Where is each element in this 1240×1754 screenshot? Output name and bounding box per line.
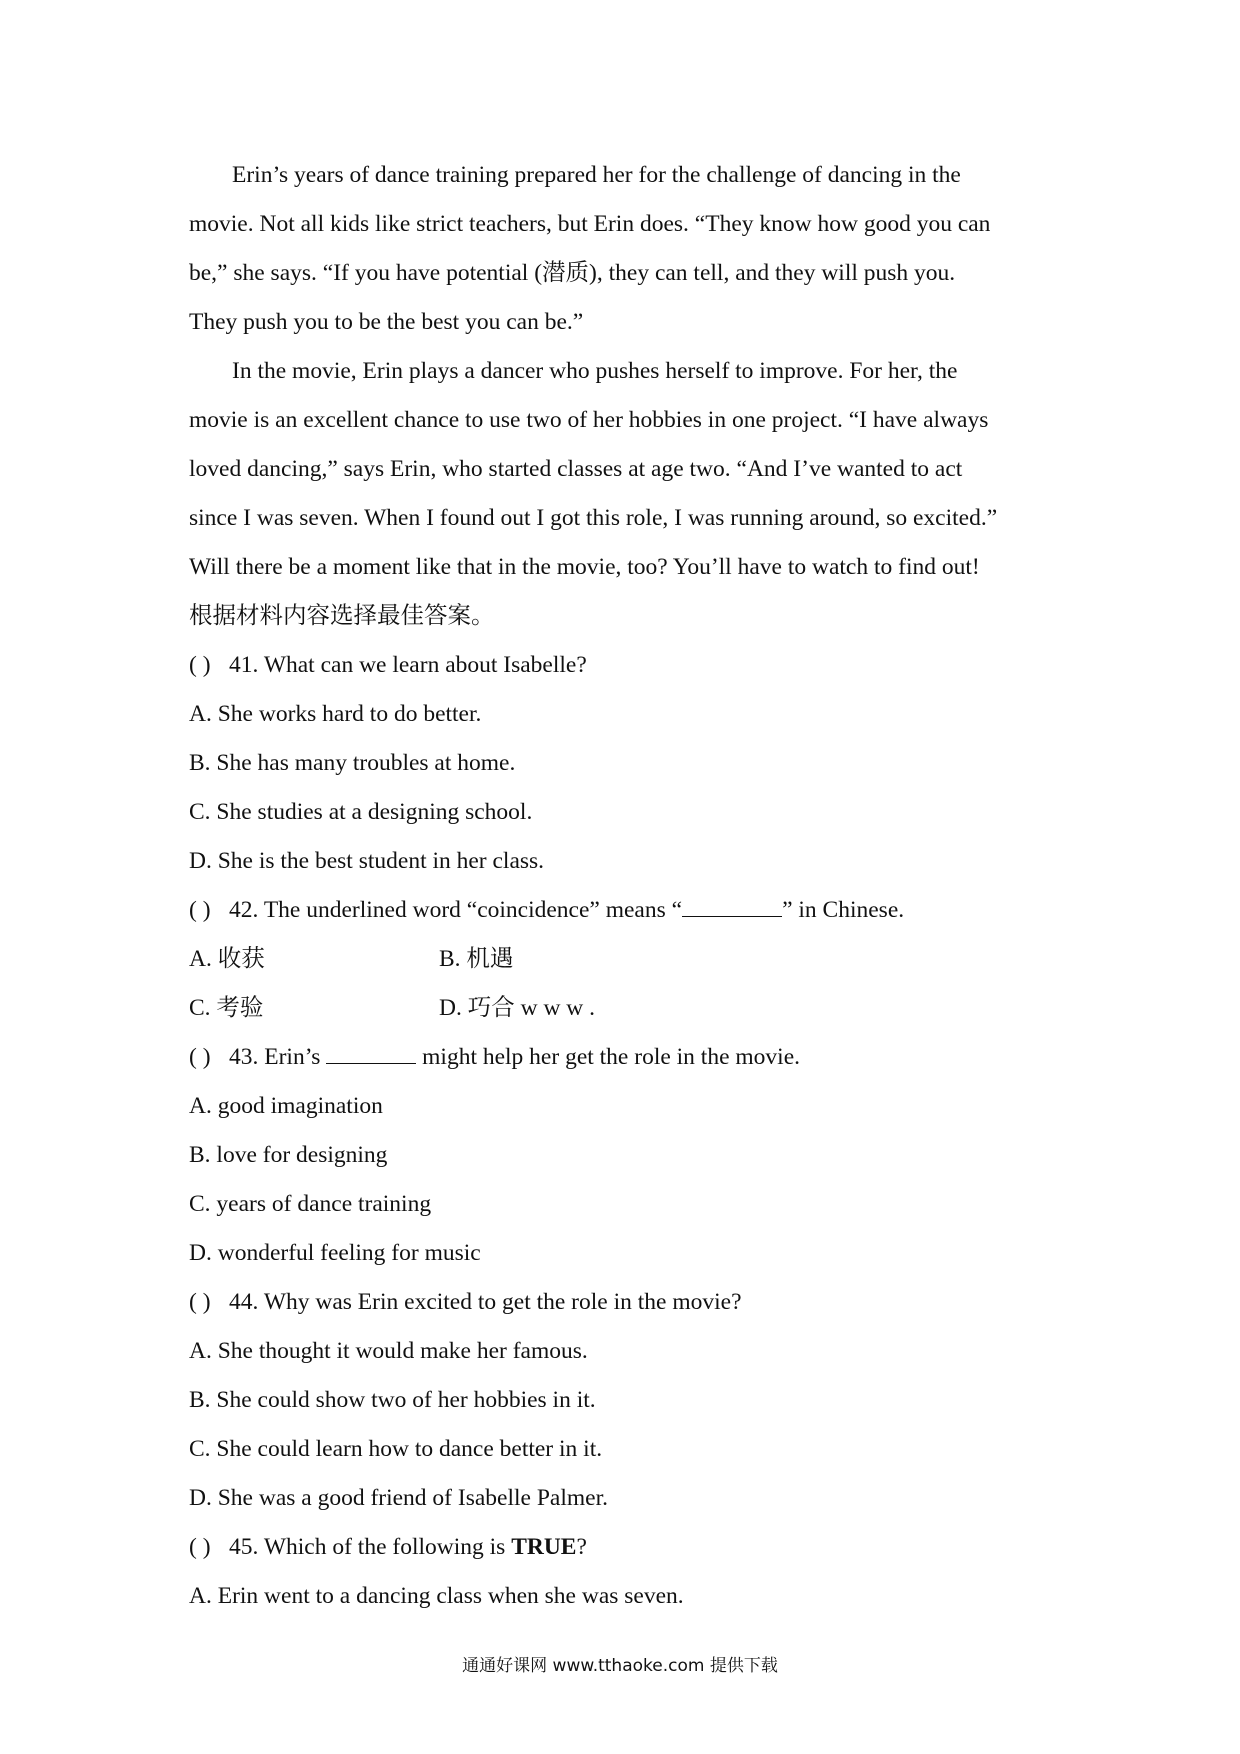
worksheet-content <box>189 151 1069 1621</box>
question-43 <box>189 1033 1069 1082</box>
question-stem-end: ” in Chinese. <box>782 897 905 923</box>
option-b: B. She has many troubles at home. <box>189 750 516 776</box>
passage-line: Will there be a moment like that in the movie, too? You’ll have to watch to find out! <box>189 554 980 580</box>
question-44 <box>189 1278 1069 1327</box>
option-a: A. She thought it would make her famous. <box>189 1338 588 1364</box>
option-a: A. good imagination <box>189 1093 383 1119</box>
answer-bracket[interactable]: ( ) <box>189 1534 211 1560</box>
passage-line: be,” she says. “If you have potential (潜质), they can tell, and they will push you. <box>189 260 956 286</box>
option-b: B. 机遇 <box>439 946 514 972</box>
question-stem: 41. What can we learn about Isabelle? <box>229 652 587 678</box>
answer-blank <box>326 1045 416 1064</box>
answer-blank <box>682 898 782 917</box>
option-c: C. She could learn how to dance better in it. <box>189 1436 603 1462</box>
option-a: A. 收获 <box>189 946 265 972</box>
passage-paragraph-2 <box>189 347 1069 592</box>
passage-paragraph-1 <box>189 151 1069 347</box>
option-d: D. She was a good friend of Isabelle Palmer. <box>189 1485 608 1511</box>
question-stem: 45. Which of the following is <box>229 1534 512 1560</box>
options-grid <box>189 935 1069 1033</box>
option-d: D. 巧合 w w w . <box>439 995 596 1021</box>
page-footer: 通通好课网 www.tthaoke.com 提供下载 <box>462 1656 778 1676</box>
question-stem: 42. The underlined word “coincidence” means “ <box>229 897 683 923</box>
question-stem-end: might help her get the role in the movie. <box>416 1044 800 1070</box>
answer-bracket[interactable]: ( ) <box>189 897 211 923</box>
option-c: C. years of dance training <box>189 1191 432 1217</box>
passage-line: since I was seven. When I found out I got this role, I was running around, so excited.” <box>189 505 998 531</box>
question-stem: 44. Why was Erin excited to get the role in the movie? <box>229 1289 742 1315</box>
option-b: B. love for designing <box>189 1142 388 1168</box>
question-45 <box>189 1523 1069 1572</box>
question-stem-end: ? <box>576 1534 587 1560</box>
option-c: C. 考验 <box>189 995 264 1021</box>
instruction: 根据材料内容选择最佳答案。 <box>189 603 495 629</box>
passage-line: movie. Not all kids like strict teachers, but Erin does. “They know how good you can <box>189 211 991 237</box>
answer-bracket[interactable]: ( ) <box>189 1044 211 1070</box>
option-d: D. wonderful feeling for music <box>189 1240 481 1266</box>
option-c: C. She studies at a designing school. <box>189 799 533 825</box>
question-41 <box>189 641 1069 690</box>
option-a: A. Erin went to a dancing class when she was seven. <box>189 1583 684 1609</box>
emphasis-true: TRUE <box>511 1534 577 1560</box>
option-b: B. She could show two of her hobbies in it. <box>189 1387 596 1413</box>
question-42 <box>189 886 1069 935</box>
answer-bracket[interactable]: ( ) <box>189 652 211 678</box>
passage-line: In the movie, Erin plays a dancer who pushes herself to improve. For her, the <box>232 358 958 384</box>
passage-line: Erin’s years of dance training prepared her for the challenge of dancing in the <box>232 162 961 188</box>
option-d: D. She is the best student in her class. <box>189 848 545 874</box>
option-a: A. She works hard to do better. <box>189 701 482 727</box>
question-stem: 43. Erin’s <box>229 1044 327 1070</box>
answer-bracket[interactable]: ( ) <box>189 1289 211 1315</box>
passage-line: movie is an excellent chance to use two of her hobbies in one project. “I have always <box>189 407 989 433</box>
passage-line: They push you to be the best you can be.” <box>189 309 584 335</box>
passage-line: loved dancing,” says Erin, who started classes at age two. “And I’ve wanted to act <box>189 456 963 482</box>
